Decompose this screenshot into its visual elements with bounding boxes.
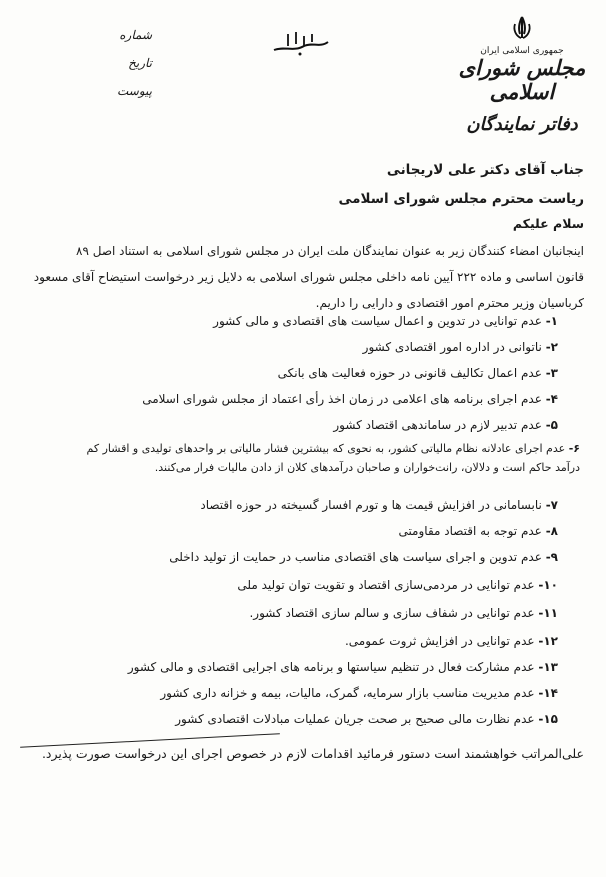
item-number: ۵- xyxy=(545,418,558,432)
list-item xyxy=(0,392,558,406)
item-number: ۸- xyxy=(545,524,558,538)
item-text: عدم اجرای عادلانه نظام مالیاتی کشور، به نحوی که بیشترین فشار مالیاتی بر واحدهای تولیدی و اقشار کم xyxy=(86,442,566,455)
list-item xyxy=(0,606,558,620)
intro-line: قانون اساسی و ماده ۲۲۲ آیین نامه داخلی مجلس شورای اسلامی به دلایل زیر درخواست استیضاح آقای مسعود xyxy=(33,270,584,284)
iran-emblem-icon xyxy=(507,14,537,44)
list-item xyxy=(0,524,558,538)
item-number: ۳- xyxy=(545,366,558,380)
item-text: عدم تدوین و اجرای سیاست های اقتصادی مناسب در حمایت از تولید داخلی xyxy=(169,550,542,564)
date-label: تاریخ xyxy=(128,56,152,70)
letterhead xyxy=(452,14,592,135)
addressee-title: ریاست محترم مجلس شورای اسلامی xyxy=(338,191,584,207)
item-number: ۷- xyxy=(545,498,558,512)
item-text: عدم نظارت مالی صحیح بر صحت جریان عملیات مبادلات اقتصادی کشور xyxy=(175,712,535,726)
item-text: ناتوانی در اداره امور اقتصادی کشور xyxy=(362,340,542,354)
intro-line: اینجانبان امضاء کنندگان زیر به عنوان نمایندگان ملت ایران در مجلس شورای اسلامی به استناد اصل ۸۹ xyxy=(76,244,584,258)
item-text: عدم مدیریت مناسب بازار سرمایه، گمرک، مالیات، بیمه و خزانه داری کشور xyxy=(160,686,535,700)
list-item xyxy=(0,578,558,592)
letterhead-subtitle: دفاتر نمایندگان xyxy=(466,114,578,136)
item-number: ۶- xyxy=(568,442,580,455)
item-text: عدم توانایی در شفاف سازی و سالم سازی اقتصاد کشور. xyxy=(249,606,535,620)
list-item xyxy=(0,366,558,380)
item-number: ۱۴- xyxy=(538,686,558,700)
intro-paragraph xyxy=(14,238,584,316)
list-item xyxy=(5,442,580,474)
list-item xyxy=(0,418,558,432)
item-text: عدم تدبیر لازم در ساماندهی اقتصاد کشور xyxy=(333,418,542,432)
number-label: شماره xyxy=(119,28,152,42)
item-number: ۱۵- xyxy=(538,712,558,726)
item-number: ۲- xyxy=(545,340,558,354)
list-item xyxy=(0,660,558,674)
item-number: ۱- xyxy=(545,314,558,328)
closing-sentence: علی‌المراتب خواهشمند است دستور فرمائید اقدامات لازم در خصوص اجرای این درخواست صورت پذیرد. xyxy=(41,746,584,761)
greeting: سلام علیکم xyxy=(512,216,584,231)
item-text: عدم توانایی در تدوین و اعمال سیاست های اقتصادی و مالی کشور xyxy=(213,314,542,328)
attachment-label: پیوست xyxy=(117,84,152,98)
list-item xyxy=(0,634,558,648)
intro-line: کرباسیان وزیر محترم امور اقتصادی و دارایی را داریم. xyxy=(315,296,584,310)
item-number: ۱۲- xyxy=(538,634,558,648)
list-item xyxy=(0,686,558,700)
list-item xyxy=(0,498,558,512)
basmala-calligraphy-icon xyxy=(270,28,332,58)
item-number: ۴- xyxy=(545,392,558,406)
addressee-name: جناب آقای دکتر علی لاریجانی xyxy=(386,162,584,178)
item-text: عدم مشارکت فعال در تنظیم سیاستها و برنامه های اجرایی اقتصادی و مالی کشور xyxy=(127,660,535,674)
item-text: نابسامانی در افزایش قیمت ها و تورم افسار گسیخته در حوزه اقتصاد xyxy=(200,498,542,512)
item-text: عدم اعمال تکالیف قانونی در حوزه فعالیت های بانکی xyxy=(277,366,542,380)
letter-meta xyxy=(22,28,152,112)
item-text: عدم اجرای برنامه های اعلامی در زمان اخذ رأی اعتماد از مجلس شورای اسلامی xyxy=(142,392,542,406)
item-text-continued: درآمد حاکم است و دلالان، رانت‌خواران و صاحبان درآمدهای کلان از دادن مالیات فرار می‌کنند. xyxy=(154,461,580,474)
letterhead-top-line: جمهوری اسلامی ایران xyxy=(480,46,564,56)
addressee xyxy=(24,162,584,220)
item-text: عدم توانایی در افزایش ثروت عمومی. xyxy=(344,634,535,648)
item-number: ۱۱- xyxy=(538,606,558,620)
list-item xyxy=(0,712,558,726)
item-text: عدم توانایی در مردمی‌سازی اقتصاد و تقویت توان تولید ملی xyxy=(237,578,535,592)
item-number: ۹- xyxy=(545,550,558,564)
list-item xyxy=(0,314,558,328)
list-item xyxy=(0,550,558,564)
item-number: ۱۳- xyxy=(538,660,558,674)
list-item xyxy=(0,340,558,354)
letterhead-title: مجلس شورای اسلامی xyxy=(458,55,586,105)
item-number: ۱۰- xyxy=(538,578,558,592)
item-text: عدم توجه به اقتصاد مقاومتی xyxy=(398,524,542,538)
